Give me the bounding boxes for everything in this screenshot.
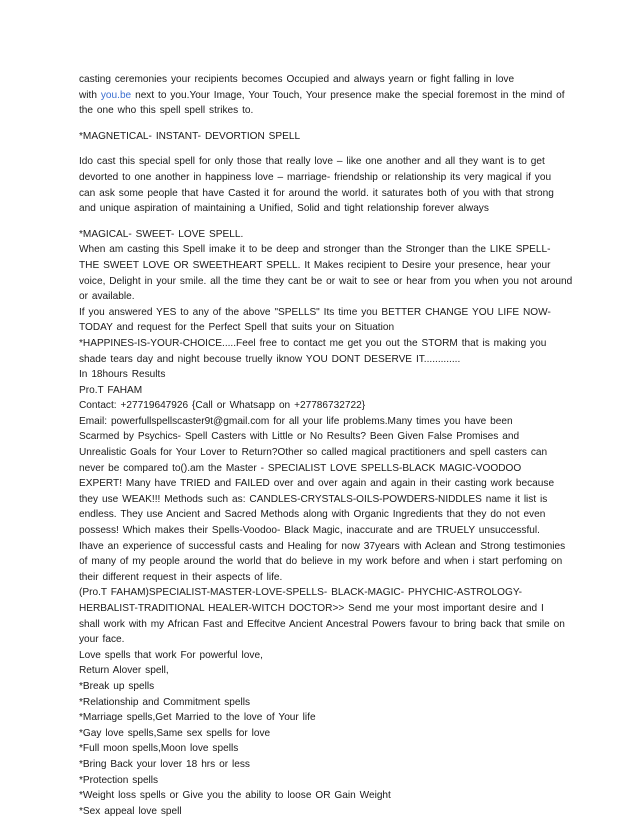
text-line: *Gay love spells,Same sex spells for love xyxy=(79,727,271,739)
text-line: or available. xyxy=(79,291,135,303)
section-heading: *MAGNETICAL- INSTANT- DEVORTION SPELL xyxy=(79,130,301,142)
text-line: Unrealistic Goals for Your Lover to Return?Other so called magical practitioners and spell casters can xyxy=(79,447,548,459)
text-line: Return Alover spell, xyxy=(79,665,169,677)
text-fragment: next to you.Your Image, Your Touch, Your presence make the special foremost in the mind of xyxy=(131,89,565,101)
text-line: EXPERT! Many have TRIED and FAILED over and over again and again in their casting work because xyxy=(79,478,555,490)
text-line: can ask some people that have Casted it for around the world. it saturates both of you with that strong xyxy=(79,187,554,199)
text-line xyxy=(79,88,598,104)
text-line: they use WEAK!!! Methods such as: CANDLES-CRYSTALS-OILS-POWDERS-NIDDLES name it list is xyxy=(79,493,548,505)
text-line: never be compared to().am the Master - SPECIALIST LOVE SPELLS-BLACK MAGIC-VOODOO xyxy=(79,462,522,474)
text-line: HERBALIST-TRADITIONAL HEALER-WITCH DOCTOR>> Send me your most important desire and I xyxy=(79,603,544,614)
main-text-block xyxy=(79,227,598,820)
text-line: Love spells that work For powerful love, xyxy=(79,649,263,661)
text-line: (Pro.T FAHAM)SPECIALIST-MASTER-LOVE-SPELLS- BLACK-MAGIC- PHYCHIC-ASTROLOGY- xyxy=(79,587,523,599)
text-line: TODAY and request for the Perfect Spell that suits your on Situation xyxy=(79,322,395,334)
text-line: *Protection spells xyxy=(79,774,159,786)
text-fragment: with xyxy=(79,89,101,101)
text-line: When am casting this Spell imake it to be deep and stronger than the Stronger than the LIKE SPELL- xyxy=(79,244,551,256)
text-line: their different request in their aspects of life. xyxy=(79,571,283,583)
paragraph-gap xyxy=(79,119,598,129)
text-line: *Bring Back your lover 18 hrs or less xyxy=(79,758,250,770)
text-line: *Relationship and Commitment spells xyxy=(79,696,251,708)
text-line: Ihave an experience of successful casts and Healing for now 37years with Aclean and Strong testimonies xyxy=(79,540,566,552)
text-line: possess! Which makes their Spells-Voodoo- Black Magic, inaccurate and are TRUELY unsuccessful. xyxy=(79,525,540,537)
paragraph-gap xyxy=(79,217,598,227)
text-line: *HAPPINES-IS-YOUR-CHOICE.....Feel free to contact me get you out the STORM that is making you xyxy=(79,337,547,349)
text-line: shall work with my African Fast and Effecitve Ancient Ancestral Powers favour to bring back that smile on xyxy=(79,618,565,630)
text-line: endless. They use Ancient and Sacred Methods along with Organic Ingredients that they do not even xyxy=(79,509,546,521)
text-line: *MAGICAL- SWEET- LOVE SPELL. xyxy=(79,228,244,240)
text-line: Ido cast this special spell for only those that really love – like one another and all they want is to get xyxy=(79,156,545,168)
text-line: casting ceremonies your recipients becomes Occupied and always yearn or fight falling in love xyxy=(79,74,515,85)
text-line: *Marriage spells,Get Married to the love of Your life xyxy=(79,712,316,724)
text-line: Contact: +27719647926 {Call or Whatsapp on +27786732722} xyxy=(79,400,366,412)
text-line: of many of my people around the world that do believe in my work before and when i start perfoming on xyxy=(79,556,563,568)
text-line: voice, Delight in your smile. all the time they cant be or wait to see or hear from you when you not around xyxy=(79,275,573,287)
intro-paragraph xyxy=(79,72,598,119)
text-line: the one who this spell spell strikes to. xyxy=(79,105,254,117)
devortion-paragraph xyxy=(79,154,598,216)
paragraph-gap xyxy=(79,144,598,154)
text-line: Scarmed by Psychics- Spell Casters with Little or No Results? Been Given False Promises and xyxy=(79,431,520,443)
text-line: and unique aspiration of maintaining a Unified, Solid and tight relationship forever always xyxy=(79,203,489,215)
text-line: Email: powerfullspellscaster9t@gmail.com for all your life problems.Many times you have been xyxy=(79,415,513,427)
text-line: your face. xyxy=(79,634,125,646)
text-line: Pro.T FAHAM xyxy=(79,384,143,396)
text-line: shade tears day and night becouse truelly iknow YOU DONT DESERVE IT............. xyxy=(79,353,461,365)
text-line: THE SWEET LOVE OR SWEETHEART SPELL. It Makes recipient to Desire your presence, hear your xyxy=(79,259,551,271)
text-line: *Break up spells xyxy=(79,680,155,692)
text-line: If you answered YES to any of the above "SPELLS" Its time you BETTER CHANGE YOU LIFE NOW- xyxy=(79,306,551,318)
yoube-link[interactable]: you.be xyxy=(100,89,132,101)
text-line: devorted to one another in happiness love – marriage- friendship or relationship its very magical if you xyxy=(79,171,552,183)
text-line: *Weight loss spells or Give you the ability to loose OR Gain Weight xyxy=(79,790,391,802)
text-line: *Sex appeal love spell xyxy=(79,805,182,817)
text-line: *Full moon spells,Moon love spells xyxy=(79,743,239,755)
text-line: In 18hours Results xyxy=(79,369,166,381)
